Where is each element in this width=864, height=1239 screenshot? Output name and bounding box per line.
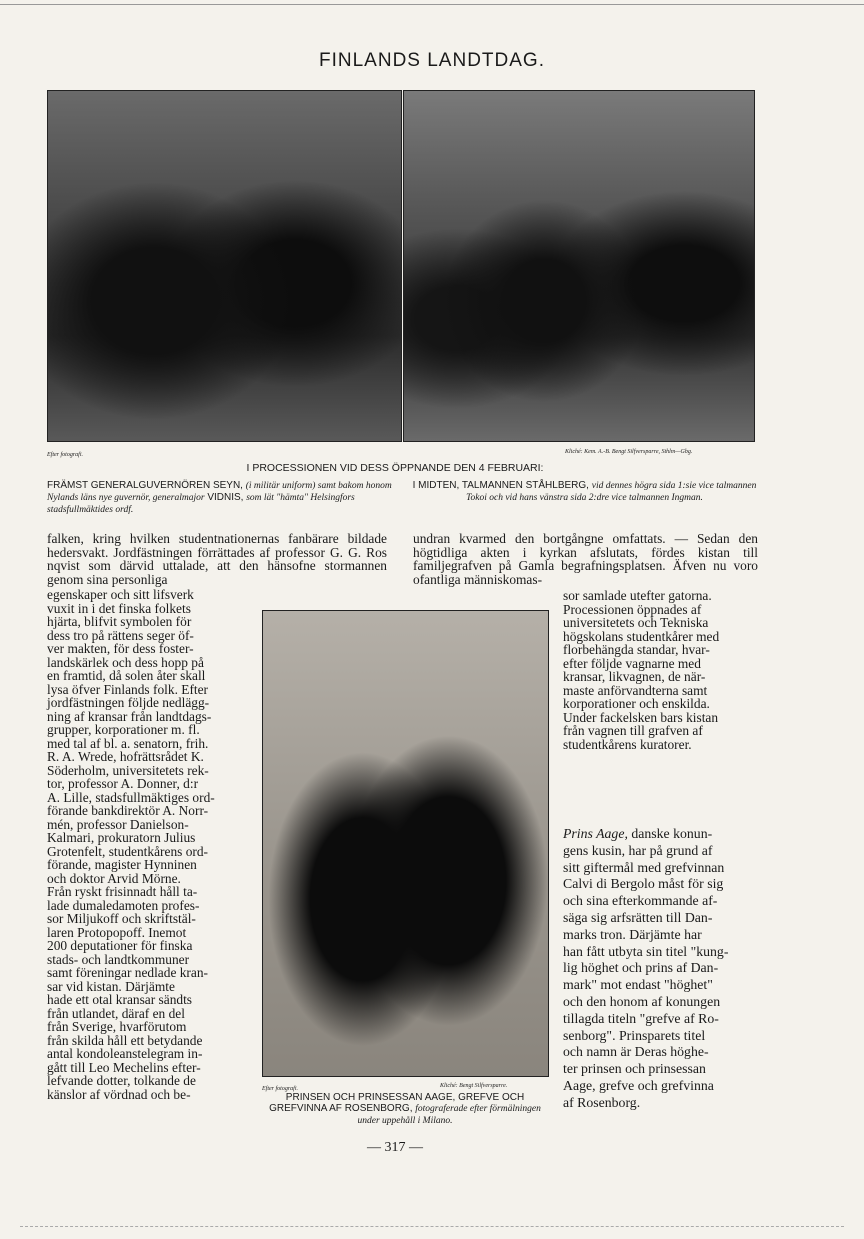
right-caption-detail: vid dennes högra sida 1:sie vice talmannen Tokoi och vid hans vänstra sida 2:dre vice talmannen Ingman. bbox=[466, 481, 757, 503]
photo-credit-left: Efter fotografi. bbox=[47, 452, 83, 458]
prince-aage-paragraph bbox=[563, 826, 758, 1112]
article-right-top: undran kvarmed den bortgångne omfattats. — Sedan den högtidliga akten i kyrkan afslutats, fördes kistan till familjegrafven på Gamla begrafningsplatsen. Äfven nu voro ofantliga människomas- bbox=[413, 531, 758, 587]
right-photo-caption bbox=[412, 480, 757, 504]
procession-photo-left bbox=[47, 90, 402, 442]
photo-credit-right: Kliché: Kem. A.-B. Bengt Silfversparre, Sthlm—Gbg. bbox=[565, 449, 693, 455]
page-title: FINLANDS LANDTDAG. bbox=[319, 50, 545, 71]
prince-aage-lead: Prins Aage, bbox=[563, 826, 628, 841]
procession-photo-right bbox=[403, 90, 755, 442]
left-caption-name: FRÄMST GENERALGUVERNÖREN SEYN, bbox=[47, 480, 243, 491]
center-caption-names: PRINSEN OCH PRINSESSAN AAGE, GREFVE OCH GREFVINNA AF ROSENBORG, bbox=[269, 1092, 525, 1114]
page-number: — 317 — bbox=[367, 1140, 423, 1155]
left-photo-caption bbox=[47, 480, 392, 516]
left-caption-detail-2: som lät "hämta" Helsingfors stadsfullmäktides ordf. bbox=[47, 493, 355, 515]
left-caption-name-2: VIDNIS, bbox=[207, 492, 244, 503]
photos-main-caption: I PROCESSIONEN VID DESS ÖPPNANDE DEN 4 FEBRUARI: bbox=[246, 462, 544, 474]
article-right-column: sor samlade utefter gatorna. Processionen öppnades af universitetets och Tekniska högskolans studentkårer med florbehängda standar, hvar- efter följde vagnarne med kransar, likvagnen, de när- maste anförvandterna samt korporationer och enskilda. Under fackelsken bars kistan från vagnen till grafven af studentkårens kuratorer. bbox=[563, 588, 720, 752]
center-photo-credit-right: Kliché: Bengt Silfversparre. bbox=[440, 1083, 508, 1089]
article-left-top: falken, kring hvilken studentnationernas fanbärare bildade hedersvakt. Jordfästningen förrättades af professor G. G. Ros nqvist som därvid uttalade, att den hänsofne stormannen genom sina personliga bbox=[47, 531, 387, 587]
center-photo-caption bbox=[264, 1092, 546, 1127]
article-left-column: egenskaper och sitt lifsverk vuxit in i det finska folkets hjärta, blifvit symbolen för dess tro på rättens seger öf- ver makten, för dess foster- landskärlek och dess hopp på en framtid, då solen åter skall lysa öfver Finlands folk. Efter jordfästningen följde nedlägg- ning af kransar från landtdags- grupper, korporationer m. fl. med tal af bl. a. senatorn, frih. R. A. Wrede, hofrättsrådet K. Söderholm, universitetets rek- tor, professor A. Donner, d:r A. Lille, stadsfullmäktiges ord- förande bankdirektör A. Norr- mén, professor Danielson- Kalmari, prokuratorn Julius Grotenfelt, studentkårens ord- förande, magister Hynninen och doktor Arvid Mörne. Från ryskt frisinnadt håll ta- lade dumaledamoten profes- sor Miljukoff och skriftstäl- laren Protopopoff. Inemot 200 deputationer för finska stads- och landtkommuner samt föreningar nedlade kran- sar vid kistan. Därjämte hade ett otal kransar sändts från utlandet, däraf en del från Sverige, hvarförutom från skilda håll ett betydande antal kondoleanstelegram in- gått till Leo Mechelins efter- lefvande dotter, tolkande de känslor af vördnad och be- bbox=[47, 587, 215, 1102]
right-caption-name: I MIDTEN, TALMANNEN STÅHLBERG, bbox=[412, 480, 589, 491]
bottom-dotted-rule bbox=[20, 1226, 844, 1227]
center-photo-credit-left: Efter fotografi. bbox=[262, 1086, 298, 1092]
prince-aage-photo bbox=[262, 610, 549, 1077]
top-rule bbox=[0, 4, 864, 5]
prince-aage-text: danske konun- gens kusin, har på grund af sitt giftermål med grefvinnan Calvi di Bergolo måst för sig och sina efterkommande af- säga sig arfsrätten till Dan- marks tron. Därjämte har han fått utbyta sin titel "kung- lig höghet och prins af Dan- mark" mot endast "höghet" och den honom af konungen tillagda titeln "grefve af Ro- senborg". Prinsparets titel och namn är Deras höghe- ter prinsen och prinsessan Aage, grefve och grefvinna af Rosenborg. bbox=[563, 826, 729, 1110]
center-caption-detail: fotograferade efter förmälningen under uppehåll i Milano. bbox=[357, 1104, 541, 1126]
left-caption-detail: (i militär uniform) samt bakom honom Nylands läns nye guvernör, generalmajor bbox=[47, 481, 392, 503]
